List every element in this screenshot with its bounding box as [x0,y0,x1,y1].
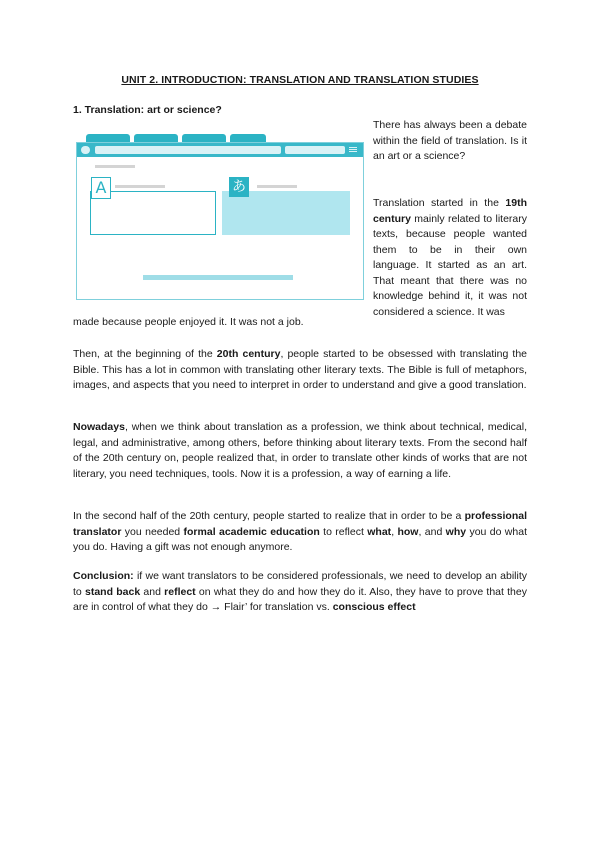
placeholder-line [257,185,297,188]
text-run: and [140,585,165,598]
continuation-line: made because people enjoyed it. It was not a job. [73,316,304,328]
bold-run: Conclusion: [73,570,134,582]
text-run: , people started to be obsessed with translating the Bible. This has a lot in common with translating other literary texts. The Bible is full of metaphors, images, and aspects that you need to interpret in order to understand and give a good translation. [73,348,528,391]
search-bar [285,146,345,154]
text-run: , and [418,525,446,538]
text-run: mainly related to literary texts, because people wanted them to be in their own language. It started as an art. That meant that there was no knowledge behind it, it was not considered a science. It was [373,212,527,318]
bold-run: conscious effect [332,601,416,613]
section-heading: 1. Translation: art or science? [73,104,222,116]
text-run: Then, at the beginning of the [73,348,217,360]
text-run: , when we think about translation as a profession, we think about technical, medical, legal, and administrative, among others, before thinking about literary texts. From the second half of the 20th century on, people realized that, in order to translate other kinds of works that are not literary, you need techniques, tools. Now it is a profession, a way of earning a life. [73,421,527,480]
back-icon [81,146,90,154]
latin-letter-icon: A [91,177,111,199]
address-bar [95,146,281,154]
bold-run: Nowadays [73,421,125,433]
placeholder-line [115,185,165,188]
translation-illustration [76,134,364,300]
text-run: you needed [121,525,184,538]
japanese-letter-icon: あ [229,177,249,197]
bold-run: 20th century [216,348,281,360]
bold-run: how [397,525,419,538]
paragraph-conclusion [73,569,527,616]
translate-bar [143,275,293,280]
side-paragraph-1: There has always been a debate within the field of translation. Is it an art or a science? [373,119,527,162]
browser-toolbar [77,143,363,157]
bold-run: why [445,525,467,538]
document-title: UNIT 2. INTRODUCTION: TRANSLATION AND TRANSLATION STUDIES [121,74,479,86]
paragraph-nowadays [73,420,527,482]
bold-run: professional translator [73,510,527,538]
text-run: if we want translators to be considered professionals, we need to develop an ability to [73,570,527,598]
bold-run: formal academic education [183,525,320,538]
text-run: to reflect [319,525,368,538]
text-run: Translation started in the [373,197,506,209]
paragraph-20th-century [73,347,527,394]
placeholder-line [95,165,135,168]
text-run: In the second half of the 20th century, people started to realize that in order to be a [73,510,465,522]
bold-run: 19th century [373,197,527,225]
menu-icon [349,146,357,154]
browser-window [76,142,364,300]
text-run: on what they do and how they do it. Also, they have to prove that they are in control of what they do → Flair’ for translation vs. [73,585,527,613]
bold-run: reflect [164,585,196,598]
paragraph-professional [73,509,527,556]
text-run: you do what you do. Having a gift was not enough anymore. [73,525,527,553]
side-paragraph-2 [373,196,527,320]
text-run: , [391,525,398,538]
bold-run: stand back [85,585,141,598]
bold-run: what [367,525,392,538]
target-text-box [222,191,350,235]
